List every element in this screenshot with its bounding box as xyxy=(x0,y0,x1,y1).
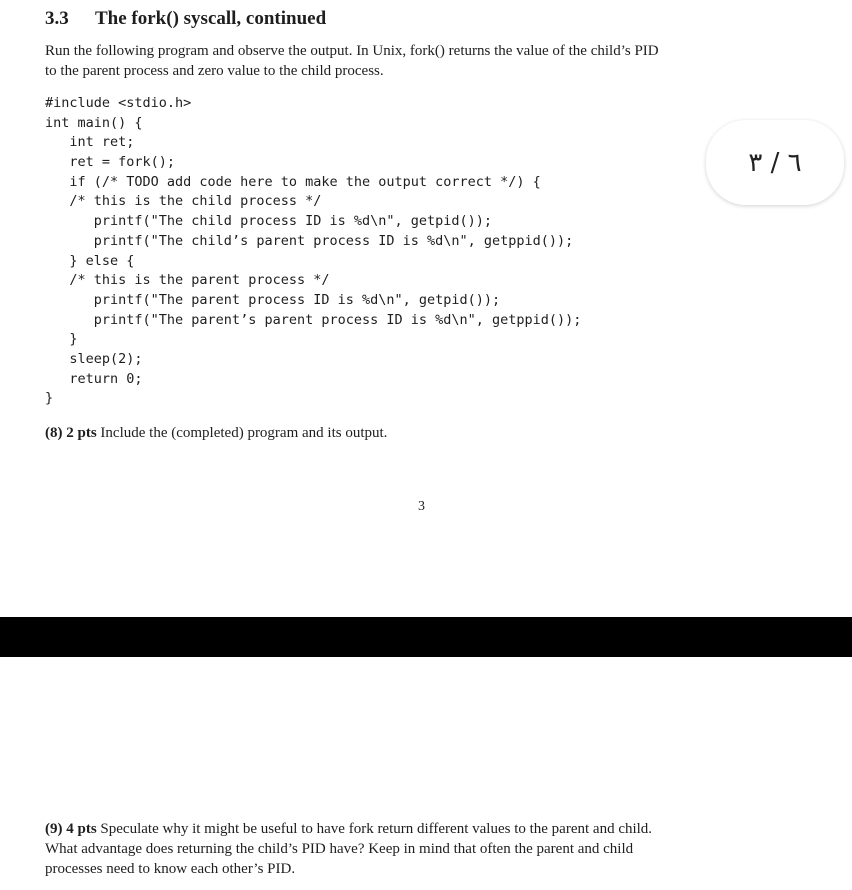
section-heading xyxy=(45,8,326,30)
code-line: } xyxy=(45,331,78,348)
page-number: 3 xyxy=(418,499,425,514)
question-9-line-2: What advantage does returning the child’s PID have? Keep in mind that often the parent and child xyxy=(45,841,634,857)
code-line: ret = fork(); xyxy=(45,154,176,171)
code-line: printf("The child’s parent process ID is %d\n", getppid()); xyxy=(45,232,574,249)
intro-paragraph xyxy=(45,41,815,81)
code-line: /* this is the child process */ xyxy=(45,193,322,210)
question-8 xyxy=(45,423,387,443)
page-counter-text: ٦ / ٣ xyxy=(748,147,802,178)
code-line: int main() { xyxy=(45,114,143,131)
question-9-line-1: Speculate why it might be useful to have fork return different values to the parent and child. xyxy=(96,821,653,837)
code-line: printf("The parent’s parent process ID is %d\n", getppid()); xyxy=(45,311,582,328)
code-line: return 0; xyxy=(45,370,143,387)
code-line: /* this is the parent process */ xyxy=(45,272,330,289)
black-separator-band xyxy=(0,617,852,657)
intro-line-2: to the parent process and zero value to the child process. xyxy=(45,63,384,79)
code-line: } else { xyxy=(45,252,135,269)
intro-line-1: Run the following program and observe the output. In Unix, fork() returns the value of the child’s PID xyxy=(45,43,659,59)
question-9-line-3: processes need to know each other’s PID. xyxy=(45,861,296,877)
question-9 xyxy=(45,819,805,879)
code-line: } xyxy=(45,390,54,407)
section-title: The fork() syscall, continued xyxy=(95,8,327,29)
section-number: 3.3 xyxy=(45,8,69,29)
code-line: printf("The parent process ID is %d\n", getpid()); xyxy=(45,291,501,308)
question-9-label: (9) 4 pts xyxy=(45,821,97,837)
question-8-text: Include the (completed) program and its output. xyxy=(96,425,388,441)
code-line: sleep(2); xyxy=(45,350,143,367)
code-line: if (/* TODO add code here to make the output correct */) { xyxy=(45,173,541,190)
code-line: int ret; xyxy=(45,134,135,151)
code-line: printf("The child process ID is %d\n", getpid()); xyxy=(45,213,493,230)
code-block xyxy=(45,94,581,409)
code-line: #include <stdio.h> xyxy=(45,95,192,111)
question-8-label: (8) 2 pts xyxy=(45,425,97,441)
page-counter-bubble xyxy=(706,120,844,205)
